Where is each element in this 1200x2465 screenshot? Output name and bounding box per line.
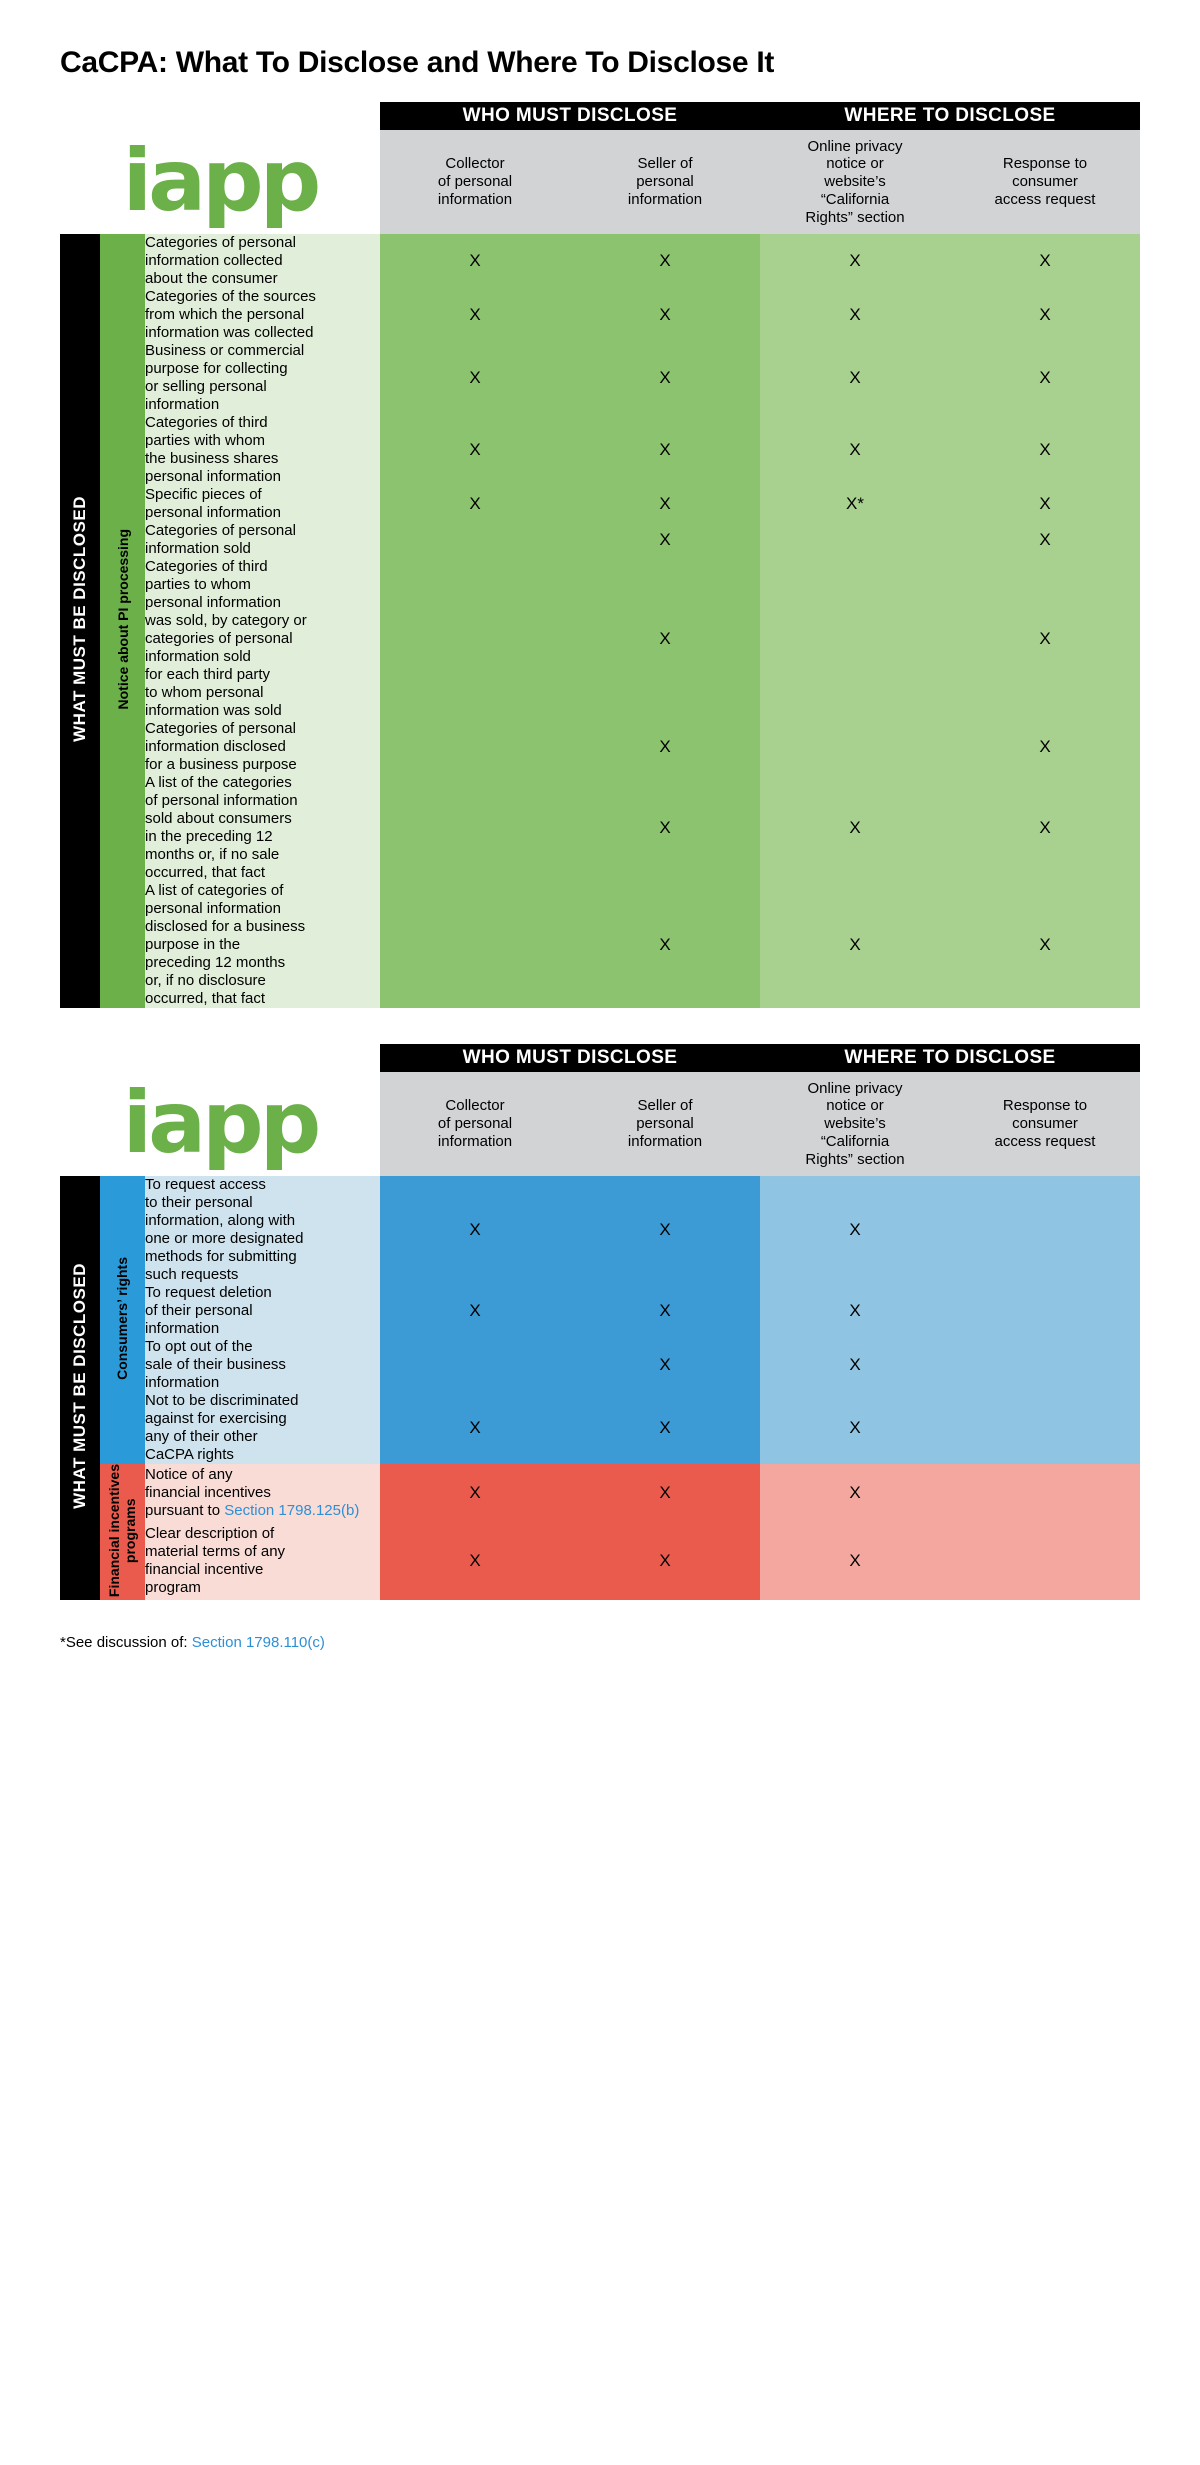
column-header-4: Response to consumer access request <box>950 1072 1140 1176</box>
mark-cell-checked: X <box>380 414 570 486</box>
mark-cell-checked: X <box>380 342 570 414</box>
mark-cell-checked: X <box>570 1338 760 1392</box>
mark-cell-checked: X <box>570 486 760 522</box>
mark-cell-checked: X <box>950 342 1140 414</box>
band-sub-label: Notice about PI processing <box>114 529 131 710</box>
row-label: To request access to their personal information, along with one or more designated methods for submitting such requests <box>145 1176 380 1284</box>
mark-cell-empty <box>950 1464 1140 1522</box>
mark-cell-checked: X <box>570 558 760 720</box>
mark-cell-checked: X <box>380 1176 570 1284</box>
band-what-must-be-disclosed <box>60 234 100 1008</box>
mark-cell-checked: X <box>950 720 1140 774</box>
mark-cell-checked: X <box>760 1338 950 1392</box>
row-label: Categories of third parties to whom personal information was sold, by category or categories of personal information sold for each third party to whom personal information was sold <box>145 558 380 720</box>
band-group-red <box>100 1464 145 1600</box>
section-spacer <box>60 1008 1140 1044</box>
footnote-link[interactable]: Section 1798.110(c) <box>191 1634 325 1652</box>
mark-cell-checked: X <box>760 774 950 882</box>
footnote <box>60 1600 1140 1681</box>
iapp-logo <box>60 130 380 234</box>
page-title: CaCPA: What To Disclose and Where To Disclose It <box>60 46 775 79</box>
table-row <box>60 1176 1140 1284</box>
mark-cell-checked: X <box>380 234 570 288</box>
row-label: Categories of personal information disclosed for a business purpose <box>145 720 380 774</box>
mark-cell-checked: X <box>570 1522 760 1600</box>
mark-cell-checked: X <box>950 882 1140 1008</box>
mark-cell-empty <box>760 558 950 720</box>
mark-cell-checked: X <box>760 1284 950 1338</box>
table-row <box>60 522 1140 558</box>
mark-cell-checked: X <box>760 1522 950 1600</box>
mark-cell-empty <box>950 1284 1140 1338</box>
mark-cell-empty <box>380 774 570 882</box>
row-label: A list of categories of personal information disclosed for a business purpose in the preceding 12 months or, if no disclosure occurred, that fact <box>145 882 380 1008</box>
mark-cell-checked: X <box>950 288 1140 342</box>
column-header-3: Online privacy notice or website’s “California Rights” section <box>760 1072 950 1176</box>
column-header-3: Online privacy notice or website’s “California Rights” section <box>760 130 950 234</box>
row-label: Categories of personal information sold <box>145 522 380 558</box>
section-pi-processing <box>60 102 1140 1008</box>
mark-cell-checked: X <box>760 234 950 288</box>
table-row <box>60 342 1140 414</box>
mark-cell-checked: X <box>570 1176 760 1284</box>
table-row <box>60 882 1140 1008</box>
table-row <box>60 558 1140 720</box>
row-label: Clear description of material terms of any financial incentive program <box>145 1522 380 1600</box>
row-label: Notice of any financial incentives pursuant to Section 1798.125(b) <box>145 1464 380 1522</box>
table-section-2 <box>60 1044 1140 1600</box>
iapp-logo-text: iapp <box>122 131 318 232</box>
row-label: Categories of personal information collected about the consumer <box>145 234 380 288</box>
mark-cell-checked: X <box>950 414 1140 486</box>
row-label: Business or commercial purpose for collecting or selling personal information <box>145 342 380 414</box>
mark-cell-checked: X <box>950 774 1140 882</box>
mark-cell-empty <box>950 1338 1140 1392</box>
table-row <box>60 774 1140 882</box>
mark-cell-checked: X <box>760 1464 950 1522</box>
row-label: To request deletion of their personal information <box>145 1284 380 1338</box>
mark-cell-empty <box>380 882 570 1008</box>
iapp-logo <box>60 1072 380 1176</box>
header-where-to-disclose: WHERE TO DISCLOSE <box>760 102 1140 130</box>
mark-cell-checked: X <box>570 288 760 342</box>
mark-cell-checked: X <box>760 342 950 414</box>
band-group-blue <box>100 1176 145 1464</box>
mark-cell-checked: X <box>760 1392 950 1464</box>
mark-cell-checked: X <box>380 288 570 342</box>
mark-cell-checked: X <box>950 234 1140 288</box>
table-row <box>60 1464 1140 1522</box>
header-gap <box>60 1044 380 1072</box>
table-row <box>60 720 1140 774</box>
row-label: Categories of third parties with whom the business shares personal information <box>145 414 380 486</box>
header-columns-row <box>60 130 1140 234</box>
mark-cell-checked: X <box>760 288 950 342</box>
mark-cell-checked: X <box>760 1176 950 1284</box>
mark-cell-checked: X <box>380 1284 570 1338</box>
header-who-must-disclose: WHO MUST DISCLOSE <box>380 102 760 130</box>
table-row <box>60 486 1140 522</box>
header-gap <box>60 102 380 130</box>
band-sub-label: Consumers’ rights <box>114 1257 131 1380</box>
mark-cell-empty <box>760 720 950 774</box>
mark-cell-checked: X <box>380 1392 570 1464</box>
mark-cell-checked: X <box>380 486 570 522</box>
mark-cell-empty <box>380 522 570 558</box>
mark-cell-checked: X <box>570 234 760 288</box>
mark-cell-empty <box>380 720 570 774</box>
mark-cell-checked: X <box>570 342 760 414</box>
mark-cell-checked: X <box>570 720 760 774</box>
table-row <box>60 1392 1140 1464</box>
mark-cell-checked: X <box>570 1392 760 1464</box>
mark-cell-checked: X <box>950 522 1140 558</box>
table-row <box>60 1338 1140 1392</box>
table-row <box>60 414 1140 486</box>
section-link[interactable]: Section 1798.125(b) <box>224 1502 360 1520</box>
header-who-must-disclose: WHO MUST DISCLOSE <box>380 1044 760 1072</box>
row-label: Categories of the sources from which the personal information was collected <box>145 288 380 342</box>
mark-cell-empty <box>950 1176 1140 1284</box>
column-header-2: Seller of personal information <box>570 1072 760 1176</box>
mark-cell-empty <box>950 1522 1140 1600</box>
band-label: WHAT MUST BE DISCLOSED <box>70 1262 89 1509</box>
mark-cell-checked: X <box>950 558 1140 720</box>
band-notice-about-pi-processing <box>100 234 145 1008</box>
table-row <box>60 1284 1140 1338</box>
mark-cell-checked: X <box>570 1284 760 1338</box>
table-section-1 <box>60 102 1140 1008</box>
table-row <box>60 288 1140 342</box>
mark-cell-checked: X <box>570 414 760 486</box>
mark-cell-checked: X* <box>760 486 950 522</box>
band-what-must-be-disclosed <box>60 1176 100 1600</box>
row-label: Not to be discriminated against for exercising any of their other CaCPA rights <box>145 1392 380 1464</box>
mark-cell-empty <box>380 558 570 720</box>
row-label: To opt out of the sale of their business information <box>145 1338 380 1392</box>
mark-cell-checked: X <box>380 1522 570 1600</box>
mark-cell-checked: X <box>570 774 760 882</box>
row-label: A list of the categories of personal information sold about consumers in the preceding 12 months or, if no sale occurred, that fact <box>145 774 380 882</box>
mark-cell-checked: X <box>950 486 1140 522</box>
table-row <box>60 234 1140 288</box>
mark-cell-checked: X <box>760 882 950 1008</box>
header-columns-row <box>60 1072 1140 1176</box>
mark-cell-checked: X <box>380 1464 570 1522</box>
mark-cell-checked: X <box>570 1464 760 1522</box>
mark-cell-checked: X <box>760 414 950 486</box>
mark-cell-empty <box>760 522 950 558</box>
iapp-logo-text: iapp <box>122 1073 318 1174</box>
header-band-row <box>60 1044 1140 1072</box>
footnote-text: *See discussion of: <box>60 1634 192 1652</box>
column-header-1: Collector of personal information <box>380 1072 570 1176</box>
column-header-4: Response to consumer access request <box>950 130 1140 234</box>
mark-cell-empty <box>950 1392 1140 1464</box>
mark-cell-checked: X <box>570 522 760 558</box>
band-sub-label: Financial incentives programs <box>106 1464 139 1598</box>
header-band-row <box>60 102 1140 130</box>
mark-cell-empty <box>380 1338 570 1392</box>
column-header-1: Collector of personal information <box>380 130 570 234</box>
mark-cell-checked: X <box>570 882 760 1008</box>
row-label: Specific pieces of personal information <box>145 486 380 522</box>
header-where-to-disclose: WHERE TO DISCLOSE <box>760 1044 1140 1072</box>
column-header-2: Seller of personal information <box>570 130 760 234</box>
table-row <box>60 1522 1140 1600</box>
band-label: WHAT MUST BE DISCLOSED <box>70 495 89 742</box>
section-rights-incentives <box>60 1044 1140 1600</box>
